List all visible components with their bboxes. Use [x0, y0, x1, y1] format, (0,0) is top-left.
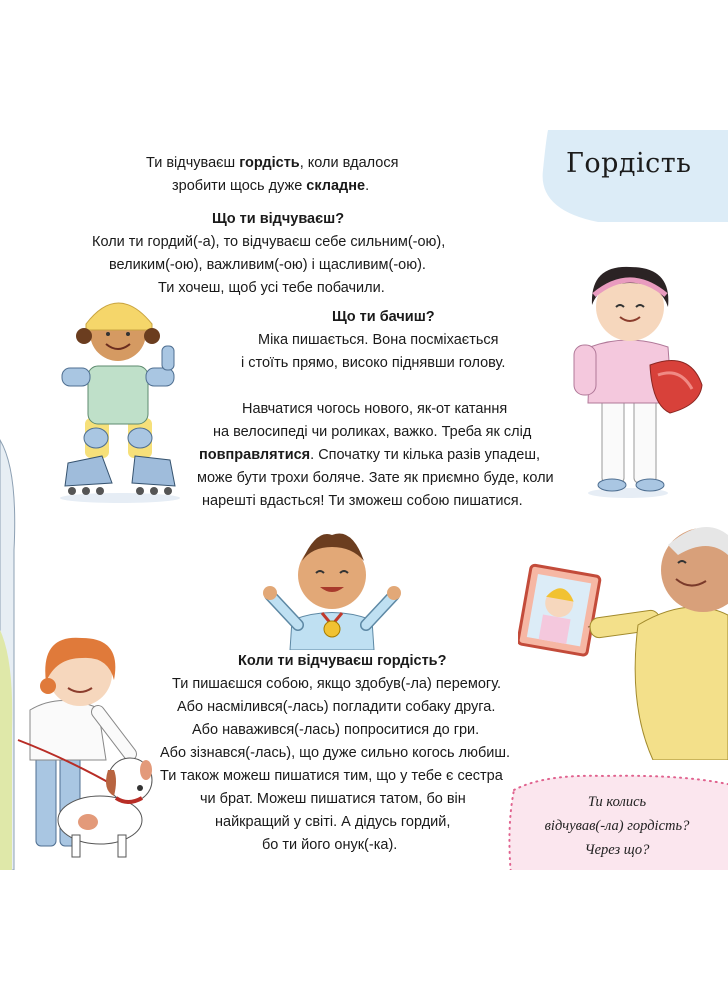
girl-with-helmet-illustration — [560, 255, 710, 500]
when-line-8: бо ти його онук(-ка). — [262, 837, 398, 853]
learn-line-2: на велосипеді чи роликах, важко. Треба як слід — [213, 424, 532, 440]
see-line-1: Міка пишається. Вона посміхається — [258, 332, 499, 348]
girl-with-dog-illustration — [10, 630, 170, 865]
book-page — [0, 130, 728, 870]
question-line-2: відчував(-ла) гордість? — [544, 818, 690, 834]
when-heading: Коли ти відчуваєш гордість? — [238, 653, 447, 669]
see-line-2: і стоїть прямо, високо піднявши голову. — [241, 355, 506, 371]
see-heading: Що ти бачиш? — [332, 309, 435, 325]
question-callout — [504, 770, 728, 870]
learn-line-4: може бути трохи боляче. Зате як приємно буде, коли — [197, 470, 554, 486]
when-line-2: Або насмілився(-лась) погладити собаку друга. — [177, 699, 496, 715]
learn-line-5: нарешті вдасться! Ти зможеш собою пишатися. — [202, 493, 523, 509]
learn-line-1: Навчатися чогось нового, як-от катання — [242, 401, 508, 417]
when-line-7: найкращий у світі. А дідусь гордий, — [215, 814, 451, 830]
learn-line-3: повправлятися. Спочатку ти кілька разів упадеш, — [199, 447, 541, 463]
when-line-3: Або наважився(-лась) попроситися до гри. — [192, 722, 480, 738]
intro-line-2: зробити щось дуже складне. — [172, 178, 370, 194]
feel-line-3: Ти хочеш, щоб усі тебе побачили. — [158, 280, 385, 296]
when-line-5: Ти також можеш пишатися тим, що у тебе є сестра — [160, 768, 503, 784]
question-line-1: Ти колись — [587, 794, 647, 810]
feel-line-2: великим(-ою), важливим(-ою) і щасливим(-ою). — [109, 257, 426, 273]
when-line-6: чи брат. Можеш пишатися татом, бо він — [200, 791, 466, 807]
page-title: Гордість — [566, 148, 692, 179]
roller-skater-illustration — [40, 288, 190, 503]
when-line-4: Або зізнався(-лась), що дуже сильно когось любиш. — [160, 745, 511, 761]
question-text — [522, 790, 712, 862]
question-line-3: Через що? — [584, 842, 650, 858]
feel-heading: Що ти відчуваєш? — [212, 211, 345, 227]
intro-line-1: Ти відчуваєш гордість, коли вдалося — [146, 155, 399, 171]
grandpa-with-photo-illustration — [518, 515, 728, 760]
baby-with-medal-illustration — [262, 525, 402, 650]
feel-line-1: Коли ти гордий(-а), то відчуваєш себе сильним(-ою), — [92, 234, 446, 250]
when-line-1: Ти пишаєшся собою, якщо здобув(-ла) перемогу. — [172, 676, 502, 692]
